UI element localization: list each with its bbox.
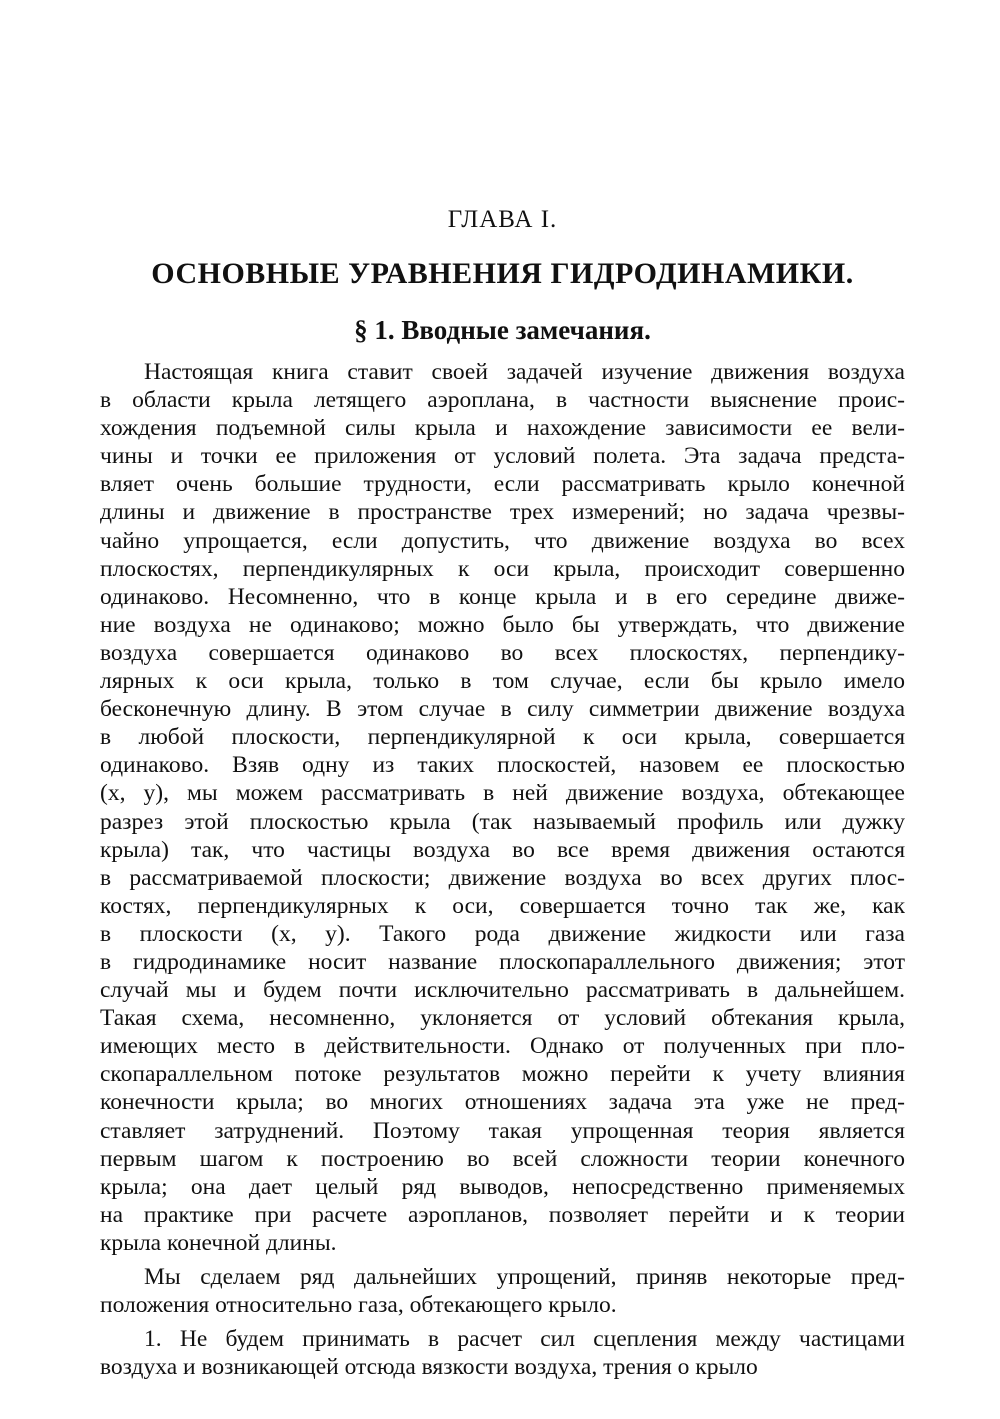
text-line: Такая схема, несомненно, уклоняется от условий обтекания крыла, [100,1005,905,1032]
text-line: крыла конечной длины. [100,1229,337,1256]
text-line: случай мы и будем почти исключительно рассматривать в дальнейшем. [100,977,905,1004]
text-line: Настоящая книга ставит своей задачей изучение движения воздуха [144,359,905,385]
text-line: воздуха и возникающей отсюда вязкости воздуха, трения о крыло [100,1354,758,1381]
text-line: вляет очень большие трудности, если рассматривать крыло конечной [100,471,905,498]
text-line: хождения подъемной силы крыла и нахождение зависимости ее вели- [100,415,905,442]
chapter-title: ОСНОВНЫЕ УРАВНЕНИЯ ГИДРОДИНАМИКИ. [151,257,854,290]
text-line: ние воздуха не одинаково; можно было бы утверждать, что движение [100,611,905,638]
text-line: в области крыла летящего аэроплана, в частности выяснение проис- [100,387,905,414]
text-line: лярных к оси крыла, только в том случае, если бы крыло имело [100,668,905,695]
body-text [100,358,905,1381]
paragraph [100,358,905,1257]
text-line: ставляет затруднений. Поэтому такая упрощенная теория является [100,1117,905,1144]
text-line: имеющих место в действительности. Однако от полученных при пло- [100,1033,905,1060]
text-line: в рассматриваемой плоскости; движение воздуха во всех других плос- [100,864,905,891]
book-page [100,0,905,1419]
text-line: бесконечную длину. В этом случае в силу симметрии движение воздуха [100,696,905,723]
text-line: крыла) так, что частицы воздуха во все время движения остаются [100,836,905,863]
chapter-label: ГЛАВА I. [447,206,558,233]
text-line: одинаково. Взяв одну из таких плоскостей, назовем ее плоскостью [100,752,905,779]
text-line: воздуха совершается одинаково во всех плоскостях, перпендику- [100,639,905,666]
text-line: чины и точки ее приложения от условий полета. Эта задача предста- [100,443,905,470]
text-line: положения относительно газа, обтекающего крыло. [100,1292,617,1319]
text-line: скопараллельном потоке результатов можно перейти к учету влияния [100,1061,905,1088]
text-line: первым шагом к построению во всей сложности теории конечного [100,1145,905,1172]
text-line: разрез этой плоскостью крыла (так называемый профиль или дужку [100,808,905,835]
text-line: Мы сделаем ряд дальнейших упрощений, приняв некоторые пред- [144,1264,905,1290]
text-line: костях, перпендикулярных к оси, совершается точно так же, как [100,892,905,919]
paragraph [100,1325,905,1381]
text-line: одинаково. Несомненно, что в конце крыла и в его середине движе- [100,583,905,610]
text-line: в гидродинамике носит название плоскопараллельного движения; этот [100,948,905,975]
text-line: (x, y), мы можем рассматривать в ней движение воздуха, обтекающее [100,780,905,807]
text-line: плоскостях, перпендикулярных к оси крыла, происходит совершенно [100,555,905,582]
section-heading: § 1. Вводные замечания. [354,315,651,345]
text-line: в любой плоскости, перпендикулярной к оси крыла, совершается [100,724,905,751]
paragraph [100,1263,905,1319]
text-line: на практике при расчете аэропланов, позволяет перейти и к теории [100,1201,905,1228]
text-line: крыла; она дает целый ряд выводов, непосредственно применяемых [100,1173,905,1200]
text-line: 1. Не будем принимать в расчет сил сцепления между частицами [144,1326,905,1353]
text-line: конечности крыла; во многих отношениях задача эта уже не пред- [100,1089,905,1116]
text-line: в плоскости (x, y). Такого рода движение жидкости или газа [100,920,905,947]
text-line: чайно упрощается, если допустить, что движение воздуха во всех [100,527,905,554]
text-line: длины и движение в пространстве трех измерений; но задача чрезвы- [100,499,905,526]
